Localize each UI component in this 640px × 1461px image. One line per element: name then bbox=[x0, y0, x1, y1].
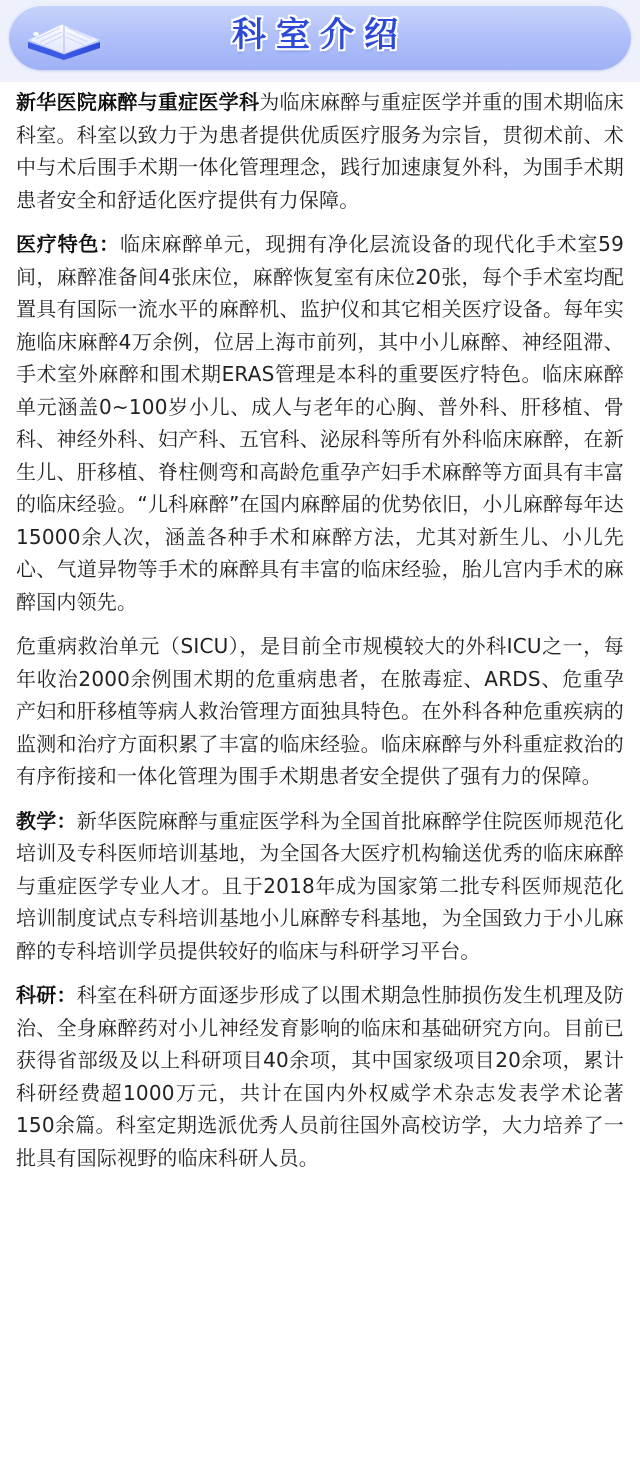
section-research bbox=[16, 979, 624, 1174]
section-intro-text: 为临床麻醉与重症医学并重的围术期临床科室。科室以致力于为患者提供优质医疗服务为宗旨，贯彻术前、术中与术后围手术期一体化管理理念，践行加速康复外科，为围手术期患者安全和舒适化医疗提供有力保障。 bbox=[16, 90, 624, 212]
section-teaching bbox=[16, 805, 624, 968]
section-research-text: 科室在科研方面逐步形成了以围术期急性肺损伤发生机理及防治、全身麻醉药对小儿神经发育影响的临床和基础研究方向。目前已获得省部级及以上科研项目40余项，其中国家级项目20余项，累计科研经费超1000万元，共计在国内外权威学术杂志发表学术论著150余篇。科室定期选派优秀人员前往国外高校访学，大力培养了一批具有国际视野的临床科研人员。 bbox=[16, 983, 624, 1170]
section-teaching-lead: 教学： bbox=[16, 808, 77, 833]
section-medical-features-lead: 医疗特色： bbox=[16, 232, 120, 256]
section-sicu bbox=[16, 630, 624, 793]
section-medical-features-text: 临床麻醉单元，现拥有净化层流设备的现代化手术室59间，麻醉准备间4张床位，麻醉恢复室有床位20张，每个手术室均配置具有国际一流水平的麻醉机、监护仪和其它相关医疗设备。每年实施临床麻醉4万余例，位居上海市前列，其中小儿麻醉、神经阻滞、手术室外麻醉和围术期ERAS管理是本科的重要医疗特色。临床麻醉单元涵盖0~100岁小儿、成人与老年的心胸、普外科、肝移植、骨科、神经外科、妇产科、五官科、泌尿科等所有外科临床麻醉，在新生儿、肝移植、脊柱侧弯和高龄危重孕产妇手术麻醉等方面具有丰富的临床经验。“儿科麻醉”在国内麻醉届的优势依旧，小儿麻醉每年达15000余人次，涵盖各种手术和麻醉方法，尤其对新生儿、小儿先心、气道异物等手术的麻醉具有丰富的临床经验，胎儿宫内手术的麻醉国内领先。 bbox=[16, 232, 625, 614]
section-intro-lead: 新华医院麻醉与重症医学科 bbox=[16, 90, 260, 114]
article-body bbox=[16, 86, 624, 1186]
section-research-lead: 科研： bbox=[16, 983, 77, 1007]
page-title: 科室介绍 bbox=[232, 15, 408, 55]
section-sicu-text: 危重病救治单元（SICU），是目前全市规模较大的外科ICU之一，每年收治2000余例围术期的危重病患者，在脓毒症、ARDS、危重孕产妇和肝移植等病人救治管理方面独具特色。在外科各种危重疾病的监测和治疗方面积累了丰富的临床经验。临床麻醉与外科重症救治的有序衔接和一体化管理为围手术期患者安全提供了强有力的保障。 bbox=[16, 634, 624, 788]
section-teaching-text: 新华医院麻醉与重症医学科为全国首批麻醉学住院医师规范化培训及专科医师培训基地，为全国各大医疗机构输送优秀的临床麻醉与重症医学专业人才。且于2018年成为国家第二批专科医师规范化培训制度试点专科培训基地小儿麻醉专科基地，为全国致力于小儿麻醉的专科培训学员提供较好的临床与科研学习平台。 bbox=[16, 808, 624, 963]
section-medical-features bbox=[16, 228, 624, 618]
header-banner-area bbox=[0, 0, 640, 82]
section-intro bbox=[16, 86, 624, 216]
